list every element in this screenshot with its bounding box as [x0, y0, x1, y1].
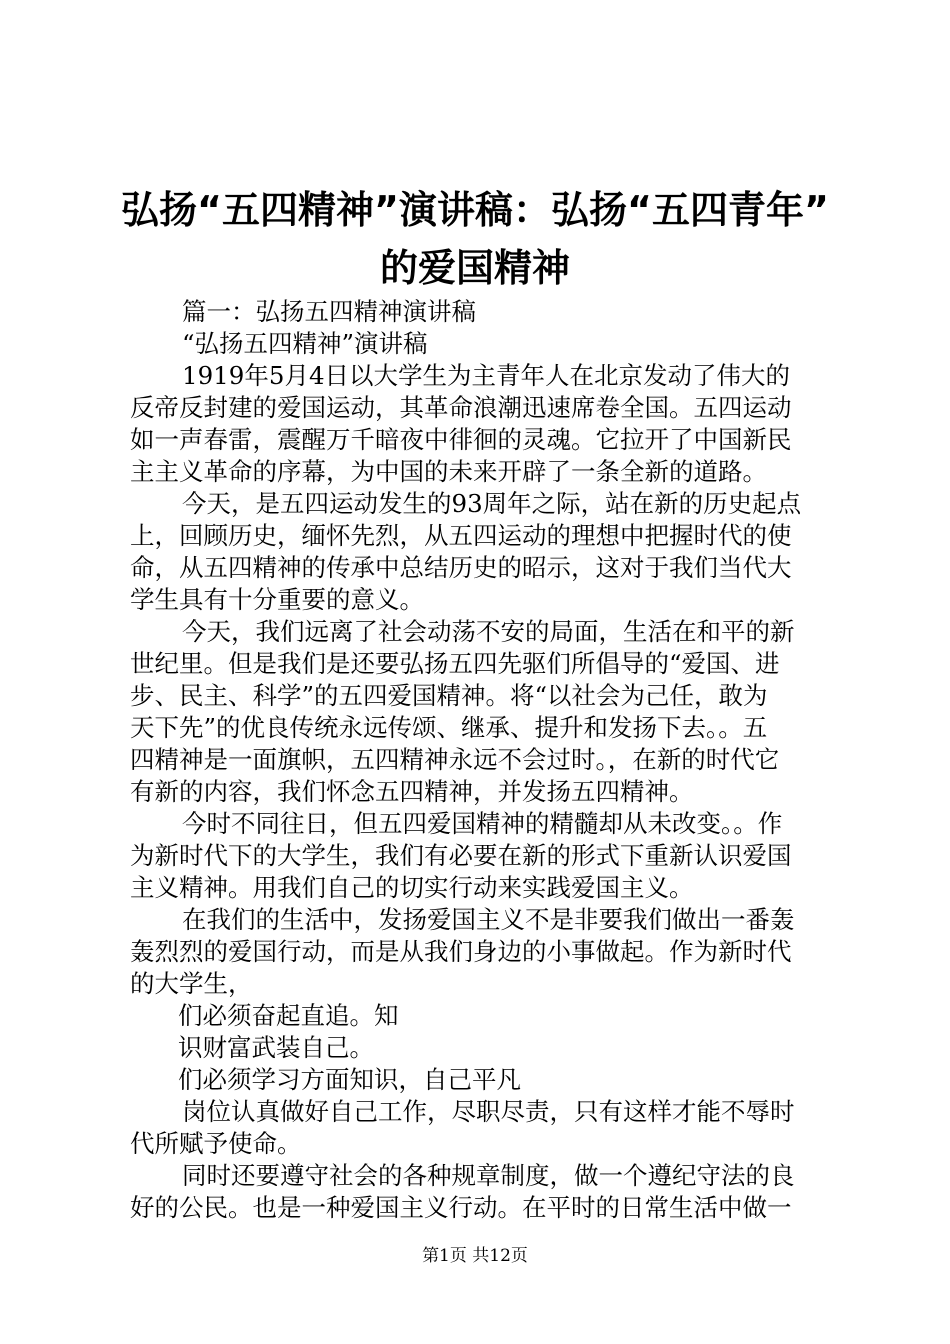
- body-text-line: 有新的内容，我们怀念五四精神，并发扬五四精神。: [130, 777, 694, 806]
- body-text-line: 轰烈烈的爱国行动，而是从我们身边的小事做起。作为新时代: [130, 937, 792, 966]
- document-body: [130, 296, 830, 1224]
- body-text-line: 篇一：弘扬五四精神演讲稿: [182, 297, 476, 326]
- body-text-line: 岗位认真做好自己工作，尽职尽责，只有这样才能不辱时: [182, 1097, 795, 1126]
- body-text-line: 如一声春雷，震醒万千暗夜中徘徊的灵魂。它拉开了中国新民: [130, 425, 792, 454]
- body-text-line: 主主义革命的序幕，为中国的未来开辟了一条全新的道路。: [130, 457, 767, 486]
- body-text-line: 四精神是一面旗帜，五四精神永远不会过时。，在新的时代它: [130, 745, 780, 774]
- body-text-line: 识财富武装自己。: [178, 1033, 374, 1062]
- body-text-line: 反帝反封建的爱国运动，其革命浪潮迅速席卷全国。五四运动: [130, 393, 792, 422]
- body-text-line: 们必须奋起直追。知: [178, 1001, 399, 1030]
- body-text-line: 步、民主、科学”的五四爱国精神。将“以社会为己任，敢为: [130, 681, 768, 710]
- body-text-line: 上，回顾历史，缅怀先烈，从五四运动的理想中把握时代的使: [130, 521, 792, 550]
- body-text-line: 在我们的生活中，发扬爱国主义不是非要我们做出一番轰: [182, 905, 795, 934]
- body-text-line: “弘扬五四精神”演讲稿: [182, 329, 428, 358]
- body-text-line: 为新时代下的大学生，我们有必要在新的形式下重新认识爱国: [130, 841, 792, 870]
- body-text-line: 天下先”的优良传统永远传颂、继承、提升和发扬下去。。五: [130, 713, 768, 742]
- page-footer: 第1页 共12页: [422, 1246, 528, 1266]
- body-text-line: 世纪里。但是我们是还要弘扬五四先驱们所倡导的“爱国、进: [130, 649, 780, 678]
- document-title-line-2: 的爱国精神: [379, 246, 570, 290]
- body-text-line: 代所赋予使命。: [130, 1129, 302, 1158]
- body-text-line: 命，从五四精神的传承中总结历史的昭示，这对于我们当代大: [130, 553, 792, 582]
- body-text-line: 1919年5月4日以大学生为主青年人在北京发动了伟大的: [182, 361, 791, 390]
- body-text-line: 们必须学习方面知识，自己平凡: [178, 1065, 521, 1094]
- body-text-line: 主义精神。用我们自己的切实行动来实践爱国主义。: [130, 873, 694, 902]
- body-text-line: 今天，我们远离了社会动荡不安的局面，生活在和平的新: [182, 617, 795, 646]
- body-text-line: 今天，是五四运动发生的93周年之际，站在新的历史起点: [182, 489, 802, 518]
- body-text-line: 同时还要遵守社会的各种规章制度，做一个遵纪守法的良: [182, 1161, 795, 1190]
- document-title-line-1: 弘扬“五四精神”演讲稿：弘扬“五四青年”: [121, 188, 829, 232]
- body-text-line: 好的公民。也是一种爱国主义行动。在平时的日常生活中做一: [130, 1193, 792, 1222]
- body-text-line: 学生具有十分重要的意义。: [130, 585, 424, 614]
- body-text-line: 今时不同往日，但五四爱国精神的精髓却从未改变。。作: [182, 809, 783, 838]
- body-text-line: 的大学生，: [130, 969, 253, 998]
